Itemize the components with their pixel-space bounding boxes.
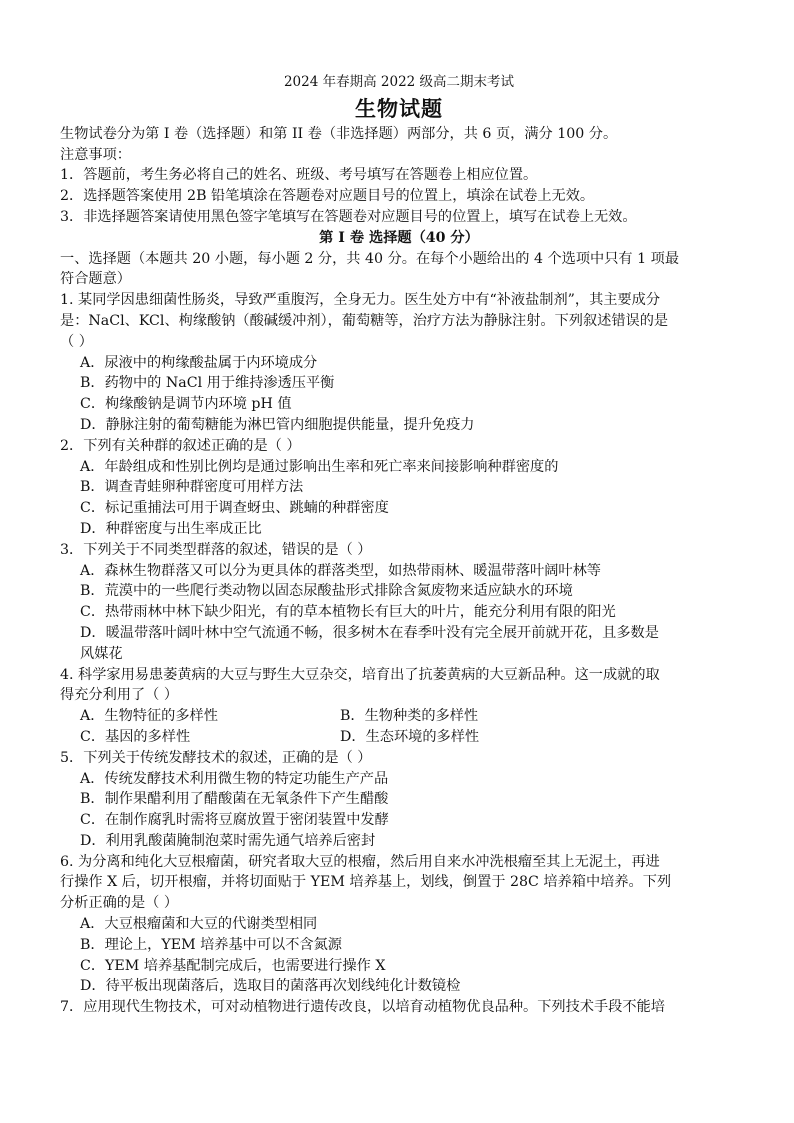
option-b: B．荒漠中的一些爬行类动物以固态尿酸盐形式排除含氮废物来适应缺水的环境 [80, 583, 573, 600]
question-3 [60, 540, 738, 665]
option-c: C．枸缘酸钠是调节内环境 pH 值 [80, 396, 292, 413]
notice-item: 2．选择题答案使用 2B 铅笔填涂在答题卷对应题目号的位置上，填涂在试卷上无效。 [60, 188, 595, 205]
question-stem: 1. 某同学因患细菌性肠炎，导致严重腹泻，全身无力。医生处方中有“补液盐制剂”，其主要成分 [60, 292, 661, 309]
option-b: B．药物中的 NaCl 用于维持渗透压平衡 [80, 375, 335, 392]
section-instruction: 一、选择题（本题共 20 小题，每小题 2 分，共 40 分。在每个小题给出的 4 个选项中只有 1 项最 [60, 250, 680, 267]
option-a: A．年龄组成和性别比例均是通过影响出生率和死亡率来间接影响种群密度的 [80, 458, 559, 475]
option-a: A．生物特征的多样性 [80, 708, 218, 725]
question-stem: 是：NaCl、KCl、枸缘酸钠（酸碱缓冲剂），葡萄糖等，治疗方法为静脉注射。下列叙述错误的是 [60, 312, 669, 329]
option-c: C．YEM 培养基配制完成后，也需要进行操作 X [80, 957, 386, 974]
section-title: 第 I 卷 选择题（40 分） [319, 229, 479, 246]
question-stem: 行操作 X 后，切开根瘤，并将切面贴于 YEM 培养基上，划线，倒置于 28C 培养箱中培养。下列 [60, 874, 672, 891]
question-stem: 4. 科学家用易患萎黄病的大豆与野生大豆杂交，培育出了抗萎黄病的大豆新品种。这一成就的取 [60, 666, 660, 683]
option-d: D．待平板出现菌落后，选取目的菌落再次划线纯化计数镜检 [80, 978, 461, 995]
question-stem: 6. 为分离和纯化大豆根瘤菌，研究者取大豆的根瘤，然后用自来水冲洗根瘤至其上无泥土，再进 [60, 853, 660, 870]
option-a: A．传统发酵技术利用微生物的特定功能生产产品 [80, 770, 389, 787]
question-stem: 得充分利用了（ ） [60, 687, 179, 704]
option-c: C．热带雨林中林下缺少阳光，有的草本植物长有巨大的叶片，能充分利用有限的阳光 [80, 604, 616, 621]
option-row [60, 727, 738, 748]
exam-title: 2024 年春期高 2022 级高二期末考试 [283, 74, 515, 90]
exam-page [60, 72, 738, 1018]
question-7 [60, 997, 738, 1018]
subject-title: 生物试题 [355, 95, 443, 121]
question-stem: 2．下列有关种群的叙述正确的是（ ） [60, 437, 301, 454]
question-stem: 7．应用现代生物技术，可对动植物进行遗传改良，以培育动植物优良品种。下列技术手段不能培 [60, 999, 665, 1016]
question-stem: 5．下列关于传统发酵技术的叙述，正确的是（ ） [60, 749, 372, 766]
question-6 [60, 852, 738, 998]
option-c: C．在制作腐乳时需将豆腐放置于密闭装置中发酵 [80, 812, 389, 829]
option-c: C．基因的多样性 [80, 728, 191, 745]
question-5 [60, 748, 738, 852]
option-d: D．利用乳酸菌腌制泡菜时需先通气培养后密封 [80, 832, 376, 849]
notice-item: 3．非选择题答案请使用黑色签字笔填写在答题卷对应题目号的位置上，填写在试卷上无效。 [60, 208, 637, 225]
exam-summary: 生物试卷分为第 I 卷（选择题）和第 II 卷（非选择题）两部分，共 6 页，满分 100 分。 [60, 125, 618, 142]
option-a: A．尿液中的枸缘酸盐属于内环境成分 [80, 354, 318, 371]
notice-item: 1．答题前，考生务必将自己的姓名、班级、考号填写在答题卷上相应位置。 [60, 167, 538, 184]
question-stem: （ ） [60, 333, 93, 350]
option-b: B．制作果醋利用了醋酸菌在无氧条件下产生醋酸 [80, 791, 389, 808]
option-continuation: 风媒花 [80, 645, 123, 662]
question-1 [60, 290, 738, 436]
option-a: A．森林生物群落又可以分为更具体的群落类型，如热带雨林、暖温带落叶阔叶林等 [80, 562, 601, 579]
option-d: D．静脉注射的葡萄糖能为淋巴管内细胞提供能量，提升免疫力 [80, 416, 475, 433]
option-c: C．标记重捕法可用于调查蚜虫、跳蝻的种群密度 [80, 500, 389, 517]
option-a: A．大豆根瘤菌和大豆的代谢类型相同 [80, 916, 318, 933]
option-b: B．生物种类的多样性 [340, 708, 479, 725]
question-stem: 分析正确的是（ ） [60, 895, 179, 912]
option-d: D．种群密度与出生率成正比 [80, 520, 262, 537]
option-row [60, 706, 738, 727]
notice-title: 注意事项： [60, 146, 131, 163]
section-instruction: 符合题意） [60, 271, 131, 288]
option-b: B．理论上，YEM 培养基中可以不含氮源 [80, 936, 342, 953]
question-4 [60, 665, 738, 748]
question-2 [60, 436, 738, 540]
option-b: B．调查青蛙卵种群密度可用样方法 [80, 479, 304, 496]
question-stem: 3．下列关于不同类型群落的叙述，错误的是（ ） [60, 541, 372, 558]
option-d: D．生态环境的多样性 [340, 728, 480, 745]
option-d: D．暖温带落叶阔叶林中空气流通不畅，很多树木在春季叶没有完全展开前就开花，且多数是 [80, 624, 659, 641]
